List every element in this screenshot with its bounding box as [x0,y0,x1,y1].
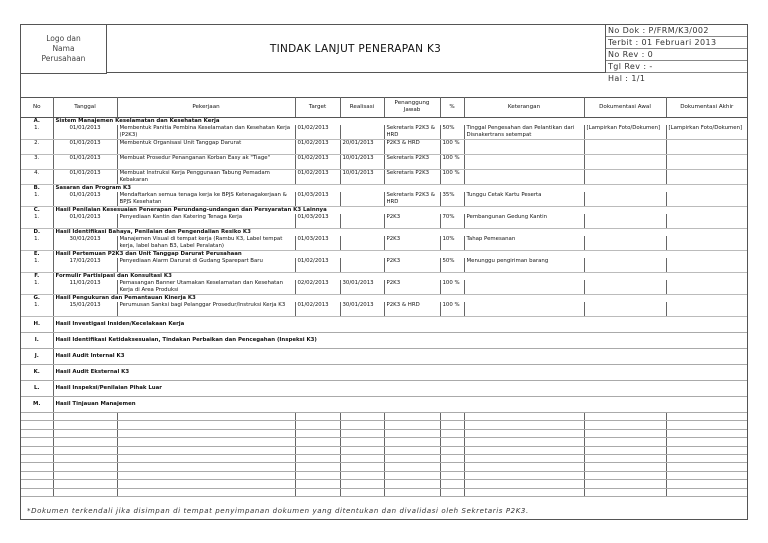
doc-number: No Dok : P/FRM/K3/002 [606,25,747,37]
row-dokumentasi-awal [584,258,666,273]
row-pekerjaan: Penyediaan Kantin dan Katering Tenaga Kerja [117,214,295,229]
empty-cell [464,463,584,471]
empty-cell [440,471,464,479]
row-dokumentasi-awal [584,236,666,251]
row-keterangan [464,302,584,317]
table-row [21,258,747,273]
empty-cell [666,446,747,454]
empty-cell [384,488,440,496]
section-row [21,381,747,397]
empty-cell [440,429,464,437]
empty-cell [53,438,117,446]
empty-row [21,446,747,454]
table-row [21,155,747,170]
empty-row [21,480,747,488]
empty-cell [295,413,340,421]
empty-cell [584,471,666,479]
empty-cell [584,438,666,446]
empty-cell [464,421,584,429]
empty-cell [464,480,584,488]
empty-row [21,421,747,429]
section-label: Formulir Partisipasi dan Konsultasi K3 [55,273,172,279]
section-no: C. [21,207,53,215]
row-target: 01/02/2013 [295,140,340,155]
row-dokumentasi-awal [584,155,666,170]
empty-cell [584,480,666,488]
empty-cell [117,446,295,454]
empty-cell [464,429,584,437]
row-tanggal: 11/01/2013 [53,280,117,295]
row-target: 01/03/2013 [295,214,340,229]
empty-cell [117,421,295,429]
section-no: D. [21,229,53,237]
empty-cell [53,446,117,454]
empty-cell [117,429,295,437]
section-row [21,333,747,349]
section-label: Sistem Manajemen Keselamatan dan Kesehatan Kerja [55,118,220,124]
empty-cell [464,413,584,421]
row-tanggal: 01/01/2013 [53,140,117,155]
empty-cell [21,438,53,446]
row-realisasi [340,125,384,140]
col-tanggal: Tanggal [53,97,117,118]
col-pekerjaan: Pekerjaan [117,97,295,118]
empty-cell [340,446,384,454]
empty-cell [440,446,464,454]
empty-cell [295,480,340,488]
empty-cell [384,454,440,462]
row-persen: 100 % [440,280,464,295]
empty-cell [440,488,464,496]
empty-cell [384,429,440,437]
empty-cell [440,413,464,421]
empty-cell [440,421,464,429]
row-no: 3. [21,155,53,170]
doc-revision-number: No Rev : 0 [606,49,747,61]
empty-cell [21,454,53,462]
empty-cell [340,421,384,429]
row-realisasi: 10/01/2013 [340,155,384,170]
empty-cell [53,429,117,437]
row-tanggal: 01/01/2013 [53,214,117,229]
row-pekerjaan: Manajemen Visual di tempat kerja (Rambu K3, Label tempat kerja, label bahan B3, Label Peralatan) [117,236,295,251]
row-dokumentasi-akhir [666,258,747,273]
empty-cell [464,471,584,479]
empty-cell [21,463,53,471]
row-realisasi [340,258,384,273]
empty-cell [117,488,295,496]
row-persen: 100 % [440,155,464,170]
row-tanggal: 17/01/2013 [53,258,117,273]
empty-cell [53,421,117,429]
empty-cell [384,438,440,446]
row-dokumentasi-awal [584,214,666,229]
section-label: Hasil Audit Eksternal K3 [53,365,747,381]
row-target: 01/02/2013 [295,155,340,170]
row-persen: 50% [440,125,464,140]
section-row [21,397,747,413]
section-no: J. [21,349,53,365]
section-row [21,317,747,333]
doc-issued-date: Terbit : 01 Februari 2013 [606,37,747,49]
row-persen: 50% [440,258,464,273]
row-dokumentasi-awal [584,302,666,317]
col-no: No [21,97,53,118]
empty-cell [295,438,340,446]
row-penanggung-jawab: P2K3 [384,258,440,273]
row-target: 01/02/2013 [295,125,340,140]
row-penanggung-jawab: P2K3 [384,280,440,295]
empty-cell [53,480,117,488]
empty-row [21,488,747,496]
empty-cell [295,421,340,429]
empty-cell [53,471,117,479]
row-pekerjaan: Membuat Prosedur Penanganan Korban Easy ak "Tiage" [117,155,295,170]
col-dokumentasi-awal: Dokumentasi Awal [584,97,666,118]
table-row [21,302,747,317]
empty-cell [440,480,464,488]
empty-cell [53,413,117,421]
form-header [21,25,747,98]
empty-cell [464,446,584,454]
empty-cell [117,438,295,446]
section-no: F. [21,273,53,281]
row-penanggung-jawab: Sekretaris P2K3 [384,170,440,185]
empty-cell [21,413,53,421]
table-row [21,236,747,251]
company-logo-placeholder: Logo dan Nama Perusahaan [21,25,107,74]
empty-cell [340,454,384,462]
section-no: B. [21,185,53,193]
section-row [21,295,747,303]
section-row [21,349,747,365]
row-persen: 100 % [440,140,464,155]
empty-cell [340,438,384,446]
section-row [21,229,747,237]
empty-cell [666,429,747,437]
row-realisasi: 30/01/2013 [340,302,384,317]
table-row [21,140,747,155]
section-label: Hasil Identifikasi Ketidaksesuaian, Tindakan Perbaikan dan Pencegahan (Inspeksi K3) [53,333,747,349]
row-dokumentasi-akhir [666,140,747,155]
col-target: Target [295,97,340,118]
row-pekerjaan: Membentuk Panitia Pembina Keselamatan dan Kesehatan Kerja (P2K3) [117,125,295,140]
row-realisasi [340,236,384,251]
row-target: 02/02/2013 [295,280,340,295]
form-title: TINDAK LANJUT PENERAPAN K3 [106,25,606,73]
empty-cell [584,429,666,437]
form-page [20,24,748,520]
row-dokumentasi-awal [584,280,666,295]
row-pekerjaan: Membentuk Organisasi Unit Tanggap Darurat [117,140,295,155]
row-realisasi [340,192,384,207]
section-label: Sasaran dan Program K3 [55,185,131,191]
table-row [21,125,747,140]
empty-cell [666,471,747,479]
section-row [21,185,747,193]
empty-cell [340,413,384,421]
empty-cell [666,463,747,471]
section-label: Hasil Penilaian Kesesuaian Penerapan Perundang-undangan dan Persyaratan K3 Lainnya [55,207,327,213]
empty-cell [440,454,464,462]
row-dokumentasi-awal: [Lampirkan Foto/Dokumen] [584,125,666,140]
empty-cell [295,488,340,496]
row-keterangan [464,140,584,155]
empty-cell [440,463,464,471]
empty-cell [666,454,747,462]
row-no: 1. [21,214,53,229]
row-dokumentasi-akhir [666,214,747,229]
table-row [21,280,747,295]
row-dokumentasi-akhir [666,236,747,251]
row-keterangan [464,170,584,185]
row-dokumentasi-akhir [666,302,747,317]
row-realisasi: 20/01/2013 [340,140,384,155]
empty-cell [117,471,295,479]
row-dokumentasi-awal [584,192,666,207]
section-label: Hasil Identifikasi Bahaya, Penilaian dan Pengendalian Resiko K3 [55,229,251,235]
row-no: 1. [21,302,53,317]
table-row [21,214,747,229]
empty-cell [21,480,53,488]
empty-cell [584,446,666,454]
empty-cell [21,446,53,454]
row-no: 1. [21,236,53,251]
empty-row [21,413,747,421]
section-no: A. [21,118,53,126]
section-label: Hasil Pengukuran dan Pemantauan Kinerja K3 [55,295,196,301]
row-persen: 10% [440,236,464,251]
table-header-row [21,97,747,118]
row-no: 1. [21,280,53,295]
table-row [21,170,747,185]
row-realisasi [340,214,384,229]
empty-cell [384,463,440,471]
section-no: G. [21,295,53,303]
row-dokumentasi-akhir: [Lampirkan Foto/Dokumen] [666,125,747,140]
empty-cell [53,454,117,462]
doc-page: Hal : 1/1 [608,74,646,83]
empty-cell [340,488,384,496]
row-dokumentasi-akhir [666,192,747,207]
row-pekerjaan: Pemasangan Banner Utamakan Keselamatan dan Kesehatan Kerja di Area Produksi [117,280,295,295]
section-label: Hasil Pertemuan P2K3 dan Unit Tanggap Darurat Perusahaan [55,251,242,257]
row-keterangan [464,280,584,295]
col-dokumentasi-akhir: Dokumentasi Akhir [666,97,747,118]
empty-cell [117,454,295,462]
empty-cell [21,429,53,437]
empty-cell [53,463,117,471]
empty-cell [384,413,440,421]
empty-cell [666,438,747,446]
row-tanggal: 01/01/2013 [53,192,117,207]
col-persen: % [440,97,464,118]
row-penanggung-jawab: Sekretaris P2K3 & HRD [384,192,440,207]
row-dokumentasi-akhir [666,155,747,170]
row-pekerjaan: Perumusan Sanksi bagi Pelanggar Prosedur/Instruksi Kerja K3 [117,302,295,317]
row-pekerjaan: Membuat Instruksi Kerja Penggunaan Tabung Pemadam Kebakaran [117,170,295,185]
row-no: 1. [21,192,53,207]
empty-cell [295,471,340,479]
row-target: 01/03/2013 [295,236,340,251]
section-row [21,365,747,381]
empty-cell [464,454,584,462]
empty-cell [464,488,584,496]
section-no: I. [21,333,53,349]
row-no: 1. [21,258,53,273]
section-label: Hasil Inspeksi/Penilaian Pihak Luar [53,381,747,397]
row-penanggung-jawab: Sekretaris P2K3 [384,155,440,170]
section-no: H. [21,317,53,333]
row-no: 2. [21,140,53,155]
empty-cell [584,463,666,471]
empty-cell [340,429,384,437]
row-persen: 35% [440,192,464,207]
empty-cell [117,413,295,421]
row-keterangan: Pembangunan Gedung Kantin [464,214,584,229]
empty-cell [117,463,295,471]
empty-cell [464,438,584,446]
col-keterangan: Keterangan [464,97,584,118]
empty-row [21,438,747,446]
section-row [21,251,747,259]
row-keterangan: Tahap Pemesanan [464,236,584,251]
empty-cell [117,480,295,488]
empty-cell [440,438,464,446]
empty-cell [340,480,384,488]
row-dokumentasi-akhir [666,170,747,185]
row-dokumentasi-awal [584,170,666,185]
row-target: 01/03/2013 [295,192,340,207]
row-keterangan: Menunggu pengiriman barang [464,258,584,273]
empty-cell [21,488,53,496]
section-label: Hasil Tinjauan Manajemen [53,397,747,413]
row-realisasi: 10/01/2013 [340,170,384,185]
row-penanggung-jawab: Sekretaris P2K3 & HRD [384,125,440,140]
follow-up-table [21,97,747,497]
section-no: K. [21,365,53,381]
row-tanggal: 01/01/2013 [53,170,117,185]
empty-cell [295,454,340,462]
row-realisasi: 30/01/2013 [340,280,384,295]
empty-cell [295,463,340,471]
row-target: 01/02/2013 [295,170,340,185]
row-dokumentasi-akhir [666,280,747,295]
empty-cell [666,413,747,421]
empty-row [21,429,747,437]
row-target: 01/02/2013 [295,258,340,273]
section-row [21,118,747,126]
empty-cell [666,488,747,496]
row-penanggung-jawab: P2K3 & HRD [384,140,440,155]
empty-cell [584,454,666,462]
blank-rows [21,413,747,497]
empty-cell [384,480,440,488]
empty-cell [666,421,747,429]
empty-cell [584,413,666,421]
empty-row [21,463,747,471]
row-persen: 100 % [440,170,464,185]
row-tanggal: 15/01/2013 [53,302,117,317]
col-realisasi: Realisasi [340,97,384,118]
empty-cell [584,421,666,429]
row-keterangan: Tunggu Cetak Kartu Peserta [464,192,584,207]
row-penanggung-jawab: P2K3 & HRD [384,302,440,317]
section-label: Hasil Audit Internal K3 [53,349,747,365]
document-info [606,25,747,83]
row-no: 4. [21,170,53,185]
section-label: Hasil Investigasi Insiden/Kecelakaan Kerja [53,317,747,333]
row-persen: 70% [440,214,464,229]
empty-cell [53,488,117,496]
row-tanggal: 30/01/2013 [53,236,117,251]
empty-cell [21,471,53,479]
section-no: E. [21,251,53,259]
row-tanggal: 01/01/2013 [53,125,117,140]
empty-cell [21,421,53,429]
row-persen: 100 % [440,302,464,317]
row-keterangan: Tinggal Pengesahan dan Pelantikan dari Disnakertrans setempat [464,125,584,140]
doc-revision-date: Tgl Rev : - [606,61,747,73]
section-row [21,207,747,215]
empty-cell [295,446,340,454]
empty-cell [295,429,340,437]
table-row [21,192,747,207]
col-penanggung-jawab: Penanggung Jawab [384,97,440,118]
empty-cell [384,446,440,454]
empty-cell [666,480,747,488]
row-pekerjaan: Mendaftarkan semua tenaga kerja ke BPJS Ketenagakerjaan & BPJS Kesehatan [117,192,295,207]
row-no: 1. [21,125,53,140]
row-target: 01/02/2013 [295,302,340,317]
row-penanggung-jawab: P2K3 [384,214,440,229]
empty-cell [384,421,440,429]
empty-cell [340,463,384,471]
row-tanggal: 01/01/2013 [53,155,117,170]
row-pekerjaan: Penyediaan Alarm Darurat di Gudang Sparepart Baru [117,258,295,273]
footer-note: *Dokumen terkendali jika disimpan di tempat penyimpanan dokumen yang ditentukan dan divalidasi oleh Sekretaris P2K3. [27,507,529,515]
empty-cell [584,488,666,496]
row-dokumentasi-awal [584,140,666,155]
empty-cell [340,471,384,479]
row-keterangan [464,155,584,170]
empty-row [21,471,747,479]
row-penanggung-jawab: P2K3 [384,236,440,251]
empty-cell [384,471,440,479]
section-no: M. [21,397,53,413]
section-no: L. [21,381,53,397]
empty-row [21,454,747,462]
section-row [21,273,747,281]
